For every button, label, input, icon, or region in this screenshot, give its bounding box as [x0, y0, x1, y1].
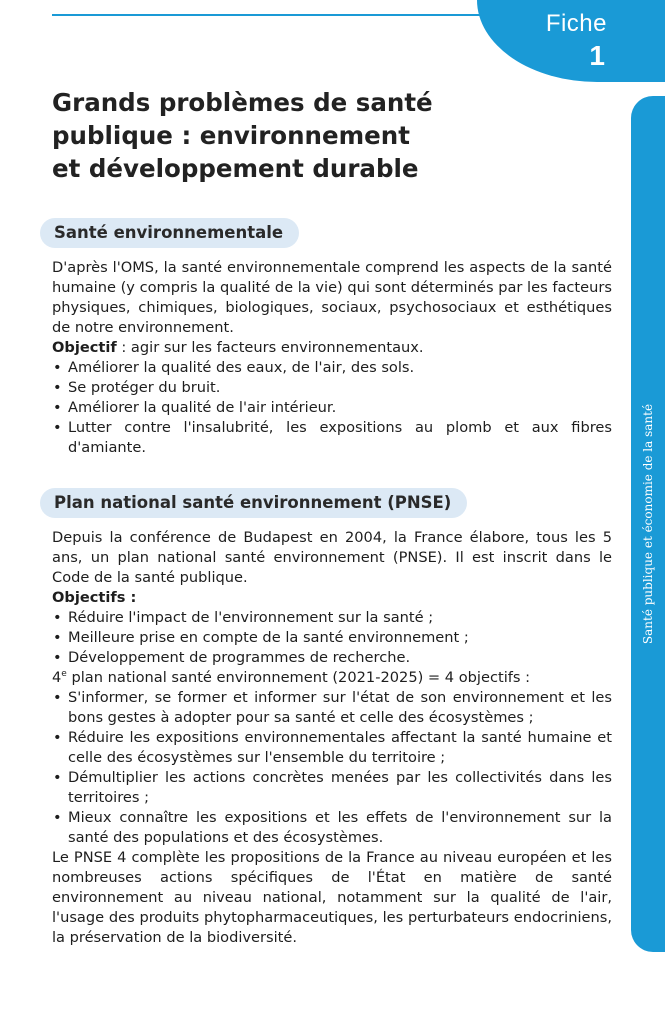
- section1-intro: D'après l'OMS, la santé environnementale comprend les aspects de la santé humaine (y compris la qualité de la vie) qui sont déterminés par les facteurs physiques, chimiques, biologiques, sociaux, psychosociaux et esthétiques de notre environnement.: [52, 259, 612, 336]
- plan-suffix: e: [61, 669, 67, 680]
- section-body-pnse: [52, 528, 612, 948]
- side-tab-label: Santé publique et économie de la santé: [641, 403, 655, 645]
- list-item: • Réduire les expositions environnementales affectant la santé humaine et celle des écosystèmes sur l'ensemble du territoire ;: [52, 728, 612, 768]
- plan-number: 4: [52, 669, 62, 686]
- objectives-label: Objectifs :: [52, 589, 137, 606]
- fiche-number: 1: [589, 40, 605, 71]
- section2-conclusion: Le PNSE 4 complète les propositions de la France au niveau européen et les nombreuses actions spécifiques de l'État en matière de santé environnement au niveau national, notamment sur la qualité de l'air, l'usage des produits phytopharmaceutiques, les perturbateurs endocriniens, la préservation de la biodiversité.: [52, 849, 612, 946]
- plan-line: [52, 668, 612, 688]
- list-item: • Réduire l'impact de l'environnement sur la santé ;: [52, 608, 612, 628]
- title-line-3: et développement durable: [52, 154, 419, 183]
- section-heading-pnse: Plan national santé environnement (PNSE): [40, 488, 467, 518]
- top-rule: [52, 14, 482, 16]
- list-item: • Mieux connaître les expositions et les effets de l'environnement sur la santé des populations et des écosystèmes.: [52, 808, 612, 848]
- plan-text: plan national santé environnement (2021-2025) = 4 objectifs :: [66, 669, 531, 686]
- list-item: • Meilleure prise en compte de la santé environnement ;: [52, 628, 612, 648]
- side-tab: [631, 96, 665, 952]
- list-item: • Démultiplier les actions concrètes menées par les collectivités dans les territoires ;: [52, 768, 612, 808]
- plan-objectives-list: [52, 688, 612, 848]
- title-line-1: Grands problèmes de santé: [52, 88, 433, 117]
- title-line-2: publique : environnement: [52, 121, 410, 150]
- list-item: • Améliorer la qualité de l'air intérieur.: [52, 398, 612, 418]
- section2-intro: Depuis la conférence de Budapest en 2004, la France élabore, tous les 5 ans, un plan national santé environnement (PNSE). Il est inscrit dans le Code de la santé publique.: [52, 529, 612, 586]
- list-item: • Se protéger du bruit.: [52, 378, 612, 398]
- page-title: [52, 86, 512, 185]
- list-item: • Lutter contre l'insalubrité, les expositions au plomb et aux fibres d'amiante.: [52, 418, 612, 458]
- fiche-badge: [477, 0, 665, 82]
- list-item: • Améliorer la qualité des eaux, de l'air, des sols.: [52, 358, 612, 378]
- section-body-sante-environnementale: [52, 258, 612, 458]
- objective-text: : agir sur les facteurs environnementaux.: [116, 339, 424, 356]
- list-item: • Développement de programmes de recherche.: [52, 648, 612, 668]
- objectives-list: [52, 608, 612, 668]
- list-item: • S'informer, se former et informer sur l'état de son environnement et les bons gestes à adopter pour sa santé et celle des écosystèmes ;: [52, 688, 612, 728]
- fiche-label: Fiche: [545, 10, 607, 37]
- section1-objective: [52, 338, 612, 358]
- objective-label: Objectif: [52, 339, 117, 356]
- section1-bullet-list: [52, 358, 612, 458]
- section-heading-sante-environnementale: Santé environnementale: [40, 218, 299, 248]
